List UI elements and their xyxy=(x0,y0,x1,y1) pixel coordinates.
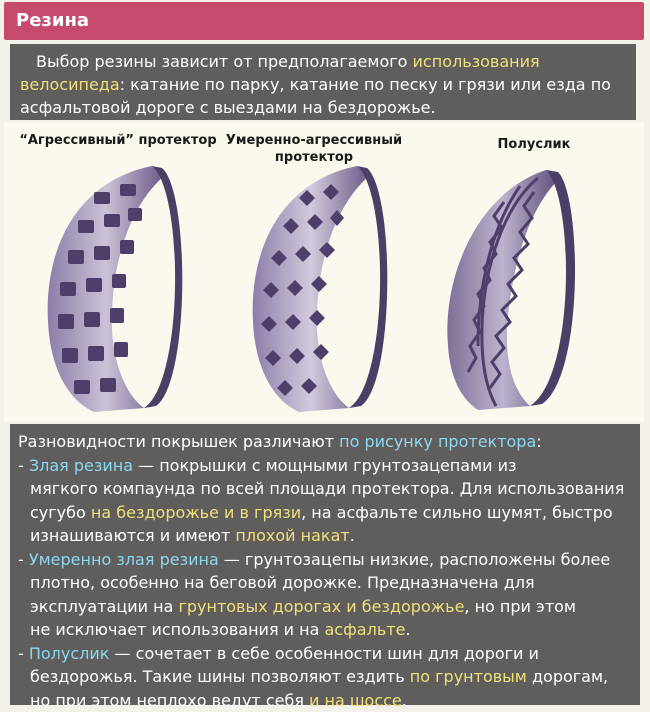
details-line xyxy=(18,548,630,572)
details-text: , на асфальте сильно шумят, быстро xyxy=(301,503,613,522)
details-text: - xyxy=(18,644,29,663)
details-highlight: грунтовых дорогах и бездорожье xyxy=(178,597,464,616)
page-title: Резина xyxy=(16,10,89,31)
details-text: . xyxy=(402,691,407,710)
details-highlight: и на шоссе xyxy=(309,691,402,710)
details-highlight: Умеренно злая резина xyxy=(29,550,219,569)
details-text: . xyxy=(405,620,410,639)
details-text: . xyxy=(350,526,355,545)
details-line xyxy=(18,524,630,548)
intro-highlight: использования xyxy=(413,52,540,71)
details-line xyxy=(18,430,630,454)
details-line: плотно, особенно на беговой дорожке. Предназначена для xyxy=(18,571,630,595)
details-text: эксплуатации на xyxy=(30,597,178,616)
details-text: — сочетает в себе особенности шин для дороги и xyxy=(109,644,538,663)
details-line xyxy=(18,642,630,666)
tire-figure xyxy=(4,122,644,422)
details-text: не исключает использования и на xyxy=(30,620,325,639)
intro-text: асфальтовой дороге с выездами на бездорожье. xyxy=(20,98,436,117)
details-text: - xyxy=(18,456,29,475)
details-text: бездорожья. Такие шины позволяют ездить xyxy=(30,667,410,686)
semi-slick-tire-image xyxy=(434,166,584,416)
details-text: Разновидности покрышек различают xyxy=(18,432,339,451)
tire-label-aggressive: “Агрессивный” протектор xyxy=(18,132,218,149)
title-bar xyxy=(4,2,644,40)
details-highlight: Злая резина xyxy=(29,456,133,475)
details-text: — грунтозацепы низкие, расположены более xyxy=(219,550,610,569)
tire-label-moderate-line1: Умеренно-агрессивный xyxy=(224,132,404,149)
intro-line-1 xyxy=(20,50,626,73)
details-line xyxy=(18,595,630,619)
moderate-tire-image xyxy=(239,162,389,417)
details-panel xyxy=(10,424,640,705)
details-text: , но при этом xyxy=(464,597,576,616)
details-highlight: Полуслик xyxy=(29,644,110,663)
details-highlight: по грунтовым xyxy=(410,667,527,686)
details-text: : xyxy=(536,432,541,451)
details-highlight: плохой накат xyxy=(235,526,349,545)
details-line: мягкого компаунда по всей площади протектора. Для использования xyxy=(18,477,630,501)
details-highlight: по рисунку протектора xyxy=(339,432,536,451)
details-text: дорогам, xyxy=(527,667,608,686)
details-line xyxy=(18,665,630,689)
details-text: но при этом неплохо ведут себя xyxy=(30,691,309,710)
details-highlight: асфальте xyxy=(325,620,406,639)
details-text: изнашиваются и имеют xyxy=(30,526,235,545)
details-line xyxy=(18,501,630,525)
details-text: - xyxy=(18,550,29,569)
details-line xyxy=(18,454,630,478)
details-text: сугубо xyxy=(30,503,91,522)
intro-highlight: велосипеда xyxy=(20,75,120,94)
intro-line-2 xyxy=(20,73,626,96)
aggressive-tire-image xyxy=(34,162,184,417)
intro-text: : катание по парку, катание по песку и грязи или езда по xyxy=(120,75,611,94)
details-text: — покрышки с мощными грунтозацепами из xyxy=(133,456,517,475)
intro-text: Выбор резины зависит от предполагаемого xyxy=(36,52,413,71)
tire-label-moderate-line2: протектор xyxy=(224,149,404,166)
tire-label-moderate xyxy=(224,132,404,166)
details-line xyxy=(18,618,630,642)
intro-panel xyxy=(10,44,636,120)
details-highlight: на бездорожье и в грязи xyxy=(91,503,301,522)
details-line xyxy=(18,689,630,712)
intro-line-3 xyxy=(20,96,626,119)
tire-label-semi-slick: Полуслик xyxy=(464,136,604,153)
